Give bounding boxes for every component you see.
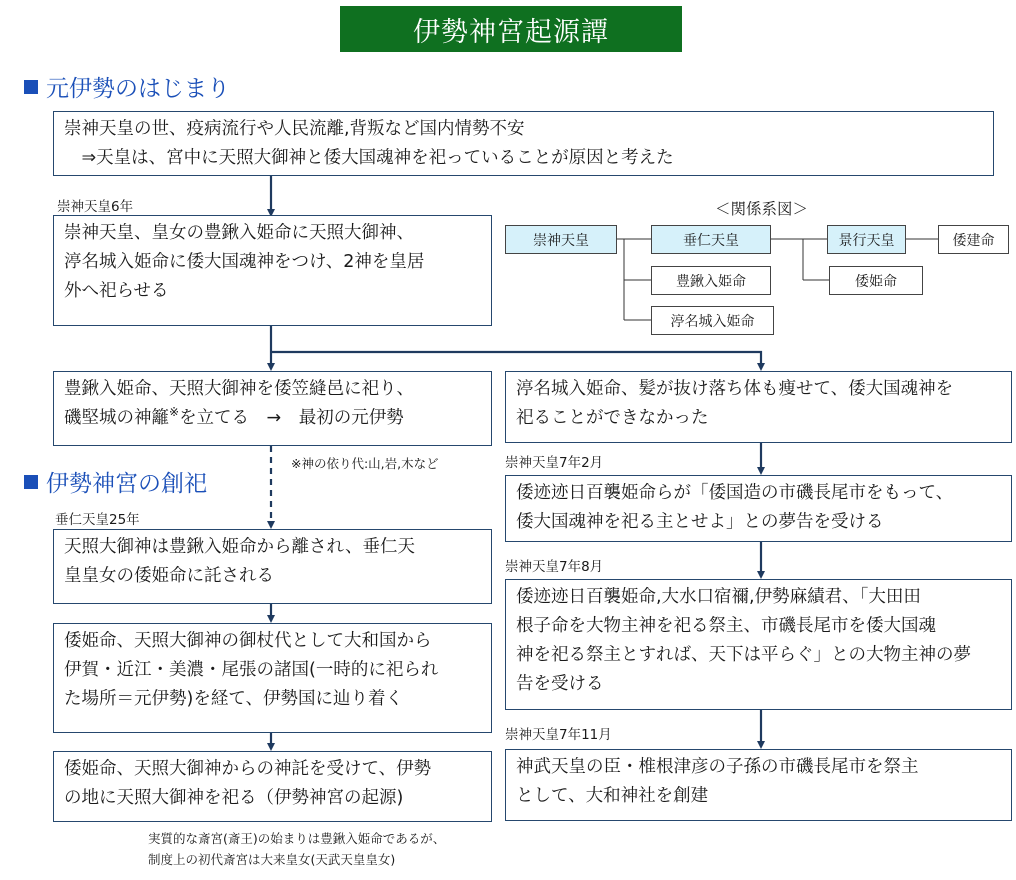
section-heading-moto-ise — [24, 70, 230, 103]
kinship-title: ＜関係系図＞ — [715, 200, 809, 218]
arrow-b2-r1 — [271, 352, 761, 367]
date-label-sujin-7-2: 崇神天皇7年2月 — [505, 455, 604, 471]
saigu-note — [148, 828, 445, 870]
kin-suinin: 垂仁天皇 — [651, 225, 771, 254]
box-omiwa-shrine — [505, 749, 1012, 821]
himorogi-note: ※神の依り代:山,岩,木など — [291, 456, 439, 471]
box-line: 告を受ける — [516, 674, 604, 694]
section-heading-ise-founding — [24, 465, 207, 498]
box-yamatohime-entrusted — [53, 529, 492, 604]
kin-keiko: 景行天皇 — [827, 225, 906, 254]
box-line: 渟名城入姫命、髪が抜け落ち体も痩せて、倭大国魂神を — [516, 379, 954, 399]
box-sujin-6 — [53, 215, 492, 326]
box-line: 伊賀・近江・美濃・尾張の諸国(一時的に祀られ — [64, 660, 439, 680]
kin-sujin: 崇神天皇 — [505, 225, 617, 254]
box-line: た場所＝元伊勢)を経て、伊勢国に辿り着く — [64, 689, 403, 709]
box-line: の地に天照大御神を祀る（伊勢神宮の起源) — [64, 788, 404, 808]
date-label-suinin-25: 垂仁天皇25年 — [55, 512, 140, 528]
section-heading-text: 元伊勢のはじまり — [46, 76, 230, 102]
box-line: 渟名城入姫命に倭大国魂神をつけ、2神を皇居 — [64, 252, 425, 272]
box-line: 倭大国魂神を祀る主とせよ」との夢告を受ける — [516, 512, 884, 532]
box-line: 崇神天皇、皇女の豊鍬入姫命に天照大御神、 — [64, 223, 414, 243]
box-line: 祀ることができなかった — [516, 408, 709, 428]
box-line: 神武天皇の臣・椎根津彦の子孫の市磯長尾市を祭主 — [516, 757, 919, 777]
saigu-note-line: 実質的な斎宮(斎王)の始まりは豊鍬入姫命であるが、 — [148, 831, 446, 846]
kin-nunaki: 渟名城入姫命 — [651, 306, 774, 335]
first-moto-ise-text: を立てる → 最初の元伊勢 — [179, 408, 404, 428]
box-dream-oracle-2 — [505, 579, 1012, 710]
box-nunaki-failure — [505, 371, 1012, 443]
box-ise-origin — [53, 751, 492, 822]
date-label-sujin-6: 崇神天皇6年 — [57, 199, 134, 215]
box-dream-oracle-1 — [505, 475, 1012, 542]
saigu-note-line: 制度上の初代斎宮は大来皇女(天武天皇皇女) — [148, 852, 396, 867]
box-line: として、大和神社を創建 — [516, 786, 709, 806]
box-sujin-unrest — [53, 111, 994, 176]
box-line: 倭姫命、天照大御神の御杖代として大和国から — [64, 631, 432, 651]
kin-toyosuki: 豊鍬入姫命 — [651, 266, 771, 295]
box-yamatohime-journey — [53, 623, 492, 733]
box-line: 皇皇女の倭姫命に託される — [64, 566, 274, 586]
square-bullet-icon — [24, 80, 38, 94]
box-line: 根子命を大物主神を祀る祭主、市磯長尾市を倭大国魂 — [516, 616, 936, 636]
himorogi-text: 磯堅城の神籬 — [64, 408, 169, 428]
box-first-moto-ise — [53, 371, 492, 446]
box-line: ⇒天皇は、宮中に天照大御神と倭大国魂神を祀っていることが原因と考えた — [64, 148, 674, 168]
section-heading-text: 伊勢神宮の創祀 — [46, 471, 207, 497]
box-line: 天照大御神は豊鍬入姫命から離され、垂仁天 — [64, 537, 416, 557]
box-line: 倭姫命、天照大御神からの神託を受けて、伊勢 — [64, 759, 432, 779]
date-label-sujin-7-8: 崇神天皇7年8月 — [505, 559, 604, 575]
box-line — [64, 404, 481, 433]
kin-yamatohime: 倭姫命 — [829, 266, 923, 295]
box-line: 倭迹迹日百襲姫命らが「倭国造の市磯長尾市をもって、 — [516, 483, 954, 503]
note-mark: ※ — [169, 405, 180, 420]
square-bullet-icon — [24, 475, 38, 489]
box-line: 外へ祀らせる — [64, 281, 169, 301]
box-line: 神を祀る祭主とすれば、天下は平らぐ」との大物主神の夢 — [516, 645, 971, 665]
date-label-sujin-7-11: 崇神天皇7年11月 — [505, 727, 612, 743]
box-line: 崇神天皇の世、疫病流行や人民流離,背叛など国内情勢不安 — [64, 119, 525, 139]
page-title: 伊勢神宮起源譚 — [340, 6, 682, 52]
kin-yamatotakeru: 倭建命 — [938, 225, 1009, 254]
box-line: 倭迹迹日百襲姫命,大水口宿禰,伊勢麻績君、「大田田 — [516, 587, 921, 607]
box-line: 豊鍬入姫命、天照大御神を倭笠縫邑に祀り、 — [64, 379, 414, 399]
